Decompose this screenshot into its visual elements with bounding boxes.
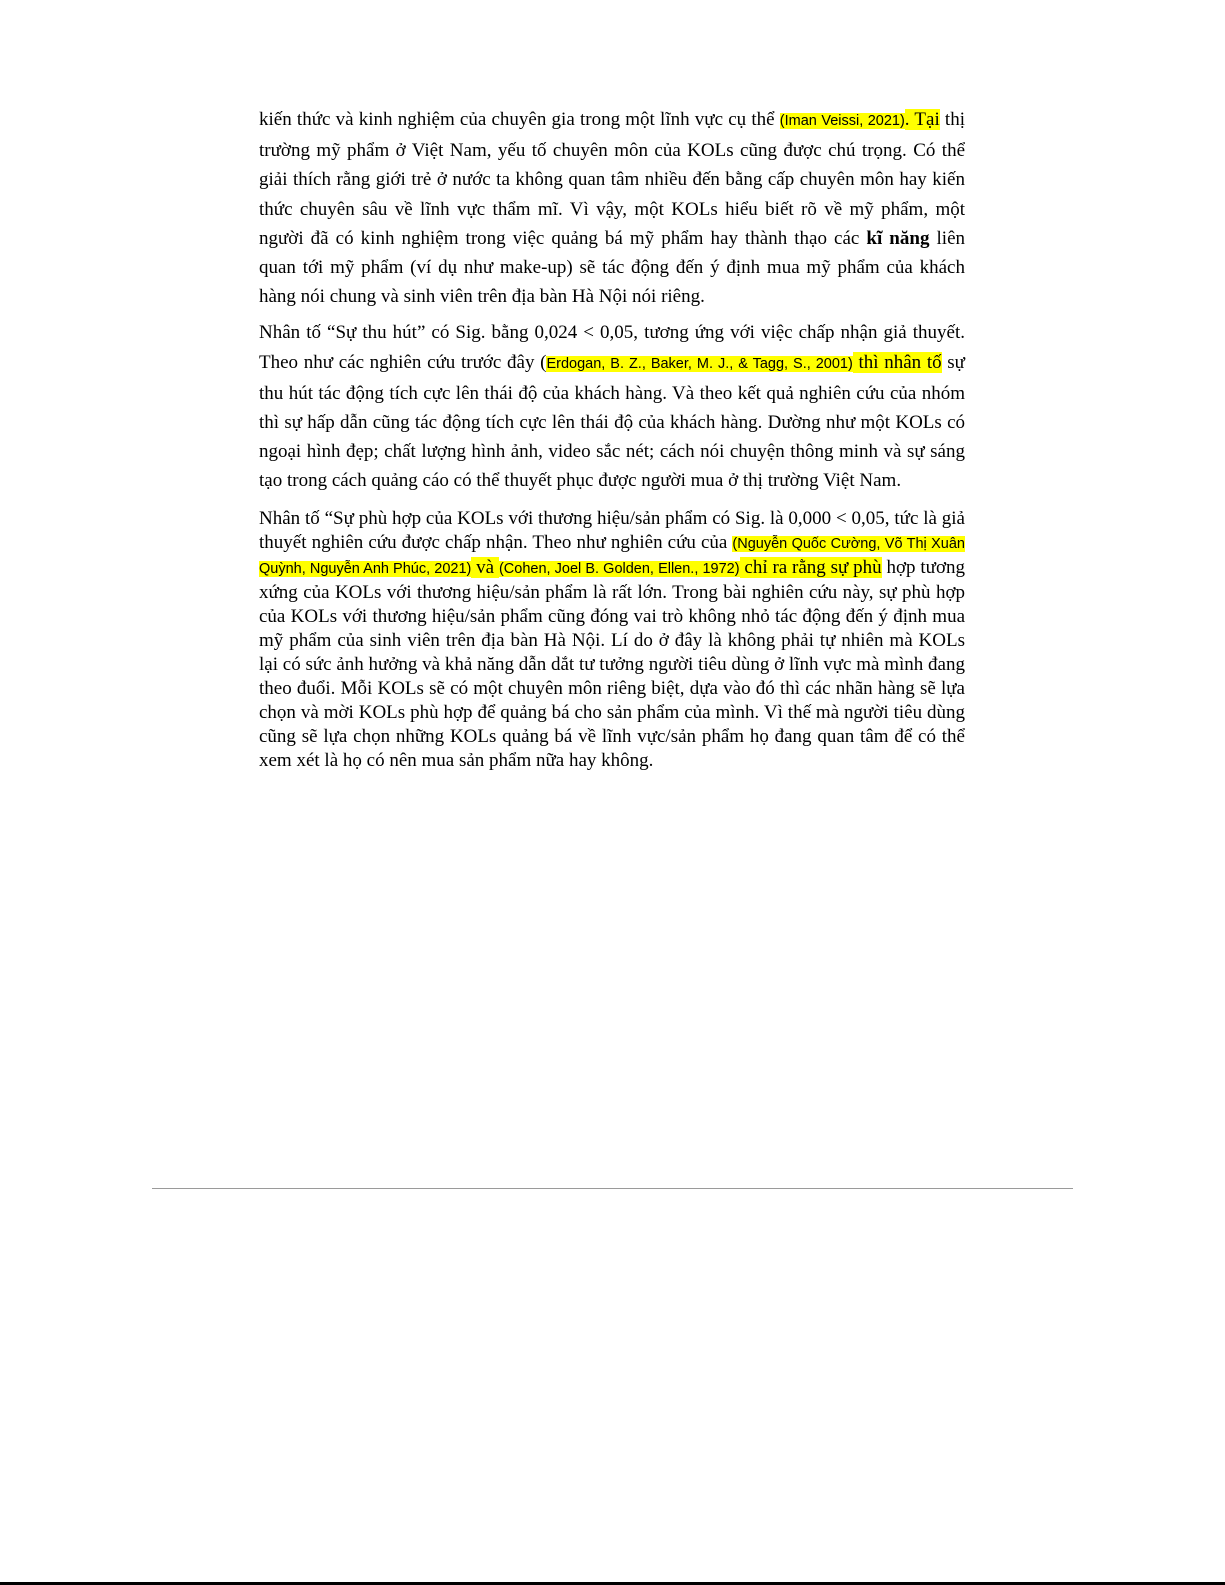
paragraph-attractiveness (259, 318, 965, 495)
paragraph-expertise (259, 105, 965, 311)
citation-highlight: (Cohen, Joel B. Golden, Ellen., 1972) (498, 560, 740, 577)
text-segment: Nhân tố “Sự thu hút” có Sig. bằng 0,024 < 0,05, tương ứng với việc chấp nhận giả thuyết. Theo như các nghiên cứu trước đây ( (259, 322, 965, 373)
text-segment: thị trường mỹ phẩm ở Việt Nam, yếu tố chuyên môn của KOLs cũng được chú trọng. Có thể giải thích rằng giới trẻ ở nước ta không quan tâm nhiều đến bằng cấp chuyên môn hay kiến thức chuyên sâu về lĩnh vực thẩm mĩ. Vì vậy, một KOLs hiểu biết rõ về mỹ phẩm, một người đã có kinh nghiệm trong việc quảng bá mỹ phẩm hay thành thạo các (259, 109, 965, 249)
highlighted-text: và (471, 556, 499, 578)
paragraph-brand-fit (259, 507, 965, 773)
citation-highlight: (Iman Veissi, 2021) (779, 113, 905, 129)
text-segment: Nhân tố “Sự phù hợp của KOLs với thương hiệu/sản phẩm có Sig. là 0,000 < 0,05, tức là giả thuyết nghiên cứu được chấp nhận. Theo như nghiên cứu của (259, 507, 965, 553)
highlighted-text: . Tại (904, 109, 940, 130)
highlighted-text: thì nhân tố (852, 351, 942, 373)
document-body (259, 105, 965, 773)
highlighted-text: chỉ ra rằng sự phù (739, 556, 882, 578)
text-segment: hợp tương xứng của KOLs với thương hiệu/sản phẩm là rất lớn. Trong bài nghiên cứu này, sự phù hợp của KOLs với thương hiệu/sản phẩm cũng đóng vai trò không nhỏ tác động đến ý định mua mỹ phẩm của sinh viên trên địa bàn Hà Nội. Lí do ở đây là không phải tự nhiên mà KOLs lại có sức ảnh hưởng và khả năng dẫn dắt tư tưởng người tiêu dùng ở lĩnh vực mà mình đang theo đuổi. Mỗi KOLs sẽ có một chuyên môn riêng biệt, dựa vào đó thì các nhãn hàng sẽ lựa chọn và mời KOLs phù hợp để quảng bá cho sản phẩm của mình. Vì thế mà người tiêu dùng cũng sẽ lựa chọn những KOLs quảng bá về lĩnh vực/sản phẩm họ đang quan tâm để có thể xem xét là họ có nên mua sản phẩm nữa hay không. (259, 556, 966, 771)
citation-highlight: (Nguyễn Quốc Cường, Võ Thị Xuân Quỳnh, Nguyễn Anh Phúc, 2021) (259, 535, 965, 577)
text-segment: liên quan tới mỹ phẩm (ví dụ như make-up) sẽ tác động đến ý định mua mỹ phẩm của khách hàng nói chung và sinh viên trên địa bàn Hà Nội nói riêng. (259, 227, 966, 308)
text-segment: kiến thức và kinh nghiệm của chuyên gia trong một lĩnh vực cụ thể (259, 109, 780, 130)
text-segment: sự thu hút tác động tích cực lên thái độ của khách hàng. Và theo kết quả nghiên cứu của nhóm thì sự hấp dẫn cũng tác động tích cực lên thái độ của khách hàng. Dường như một KOLs có ngoại hình đẹp; chất lượng hình ảnh, video sắc nét; cách nói chuyện thông minh và sự sáng tạo trong cách quảng cáo có thể thuyết phục được người mua ở thị trường Việt Nam. (259, 351, 965, 492)
page-separator-line (152, 1188, 1073, 1189)
bold-text: kĩ năng (866, 227, 930, 249)
citation-highlight: Erdogan, B. Z., Baker, M. J., & Tagg, S., 2001) (546, 355, 853, 372)
